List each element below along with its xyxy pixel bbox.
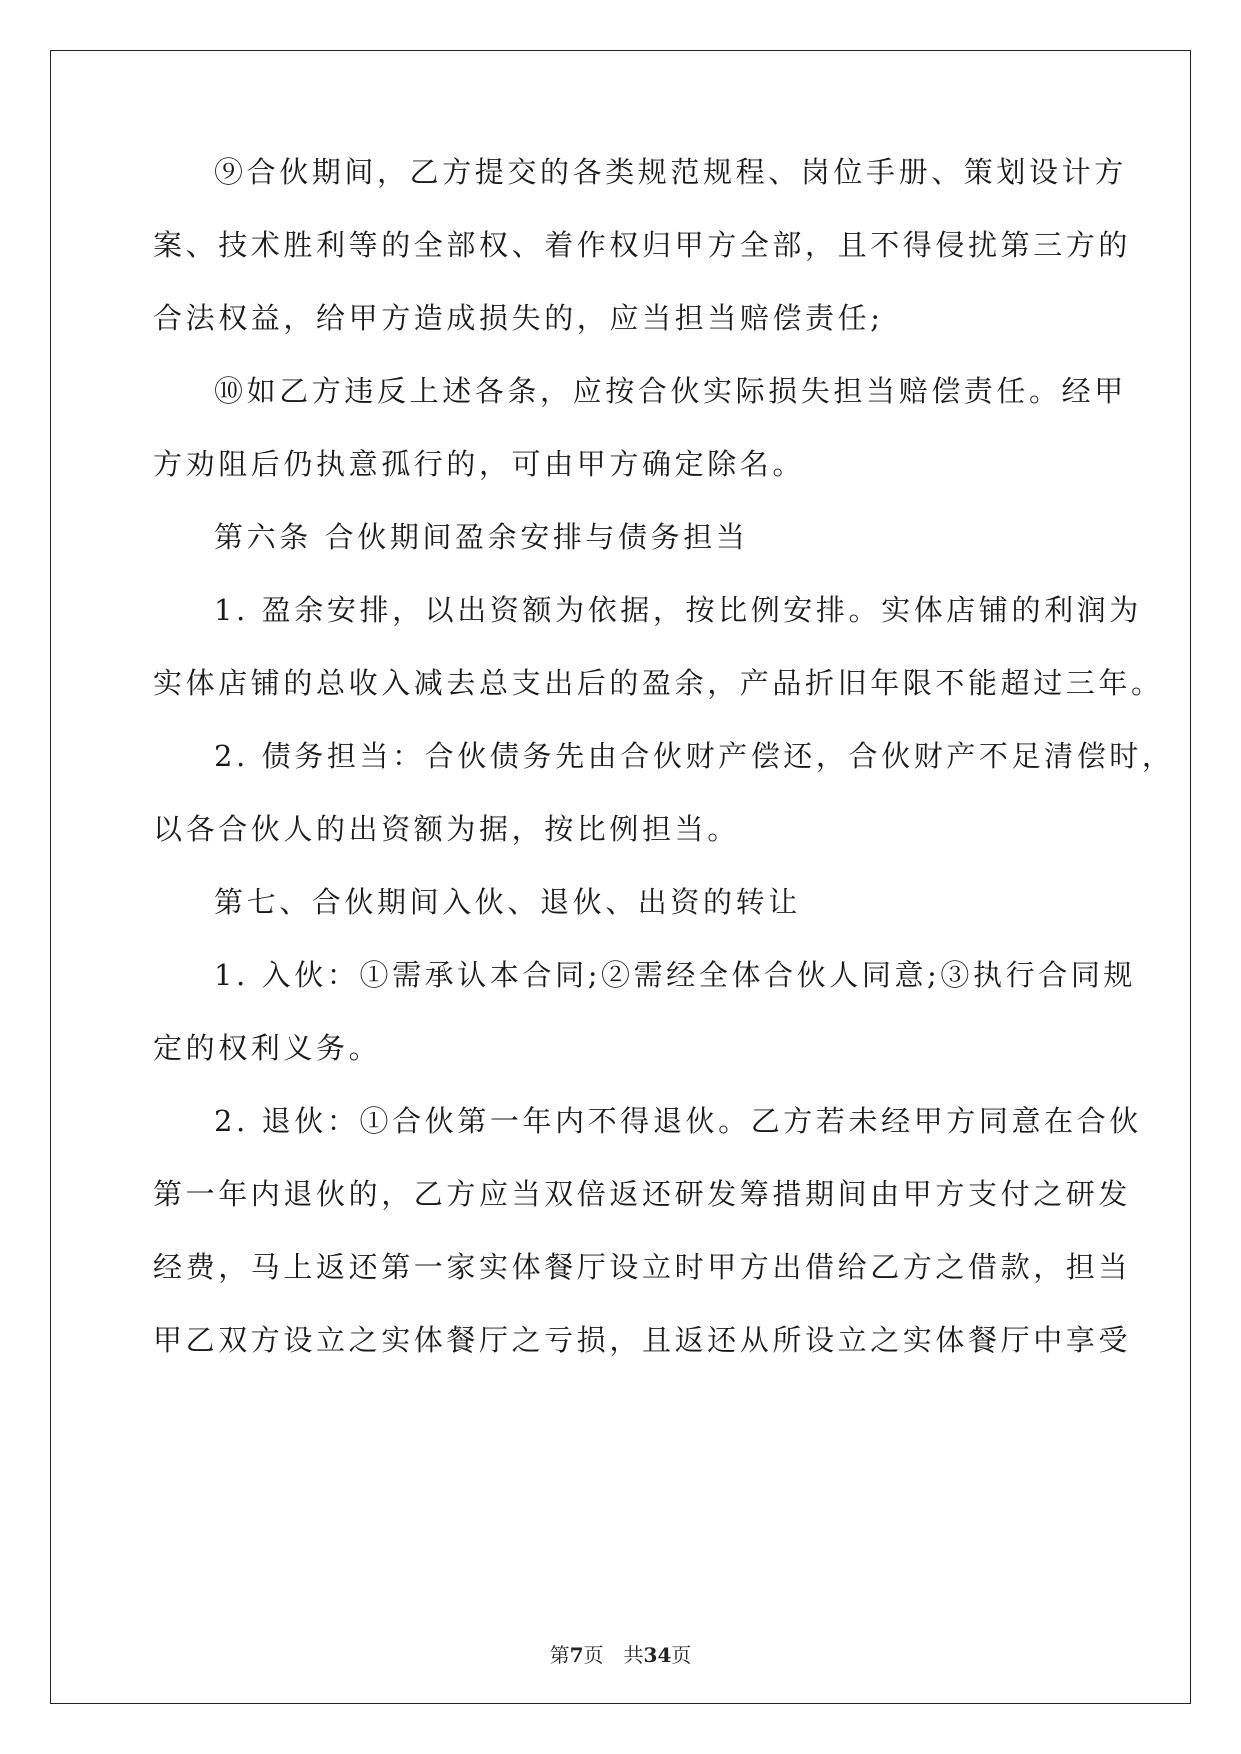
section-heading: 第七、合伙期间入伙、退伙、出资的转让 <box>214 885 801 919</box>
paragraph-line: 甲乙双方设立之实体餐厅之亏损，且返还从所设立之实体餐厅中享受 <box>153 1323 1132 1357</box>
paragraph-line: ⑨合伙期间，乙方提交的各类规范规程、岗位手册、策划设计方 <box>214 155 1127 189</box>
footer-middle: 页 共 <box>583 1643 644 1667</box>
paragraph-line: 定的权利义务。 <box>153 1031 382 1065</box>
footer-prefix: 第 <box>549 1643 570 1667</box>
footer-suffix: 页 <box>671 1643 692 1667</box>
section-heading: 第六条 合伙期间盈余安排与债务担当 <box>214 520 749 554</box>
page-total: 34 <box>643 1643 672 1667</box>
page-footer <box>0 1642 1241 1668</box>
paragraph-line: 实体店铺的总收入减去总支出后的盈余，产品折旧年限不能超过三年。 <box>153 666 1164 700</box>
paragraph-line: 方劝阻后仍执意孤行的，可由甲方确定除名。 <box>153 447 806 481</box>
page-number: 7 <box>569 1643 584 1667</box>
paragraph-line: 第一年内退伙的，乙方应当双倍返还研发筹措期间由甲方支付之研发 <box>153 1177 1132 1211</box>
paragraph-line: ⑩如乙方违反上述各条，应按合伙实际损失担当赔偿责任。经甲 <box>214 374 1127 408</box>
paragraph-line: 合法权益，给甲方造成损失的，应当担当赔偿责任; <box>153 301 884 335</box>
paragraph-line: 案、技术胜利等的全部权、着作权归甲方全部，且不得侵扰第三方的 <box>153 228 1132 262</box>
paragraph-line: 经费，马上返还第一家实体餐厅设立时甲方出借给乙方之借款，担当 <box>153 1250 1132 1284</box>
paragraph-line: 2. 退伙：①合伙第一年内不得退伙。乙方若未经甲方同意在合伙 <box>214 1104 1142 1138</box>
paragraph-line: 1. 入伙：①需承认本合同;②需经全体合伙人同意;③执行合同规 <box>214 958 1137 992</box>
paragraph-line: 1. 盈余安排，以出资额为依据，按比例安排。实体店铺的利润为 <box>214 593 1142 627</box>
paragraph-line: 以各合伙人的出资额为据，按比例担当。 <box>153 812 740 846</box>
paragraph-line: 2. 债务担当：合伙债务先由合伙财产偿还，合伙财产不足清偿时， <box>214 739 1175 773</box>
